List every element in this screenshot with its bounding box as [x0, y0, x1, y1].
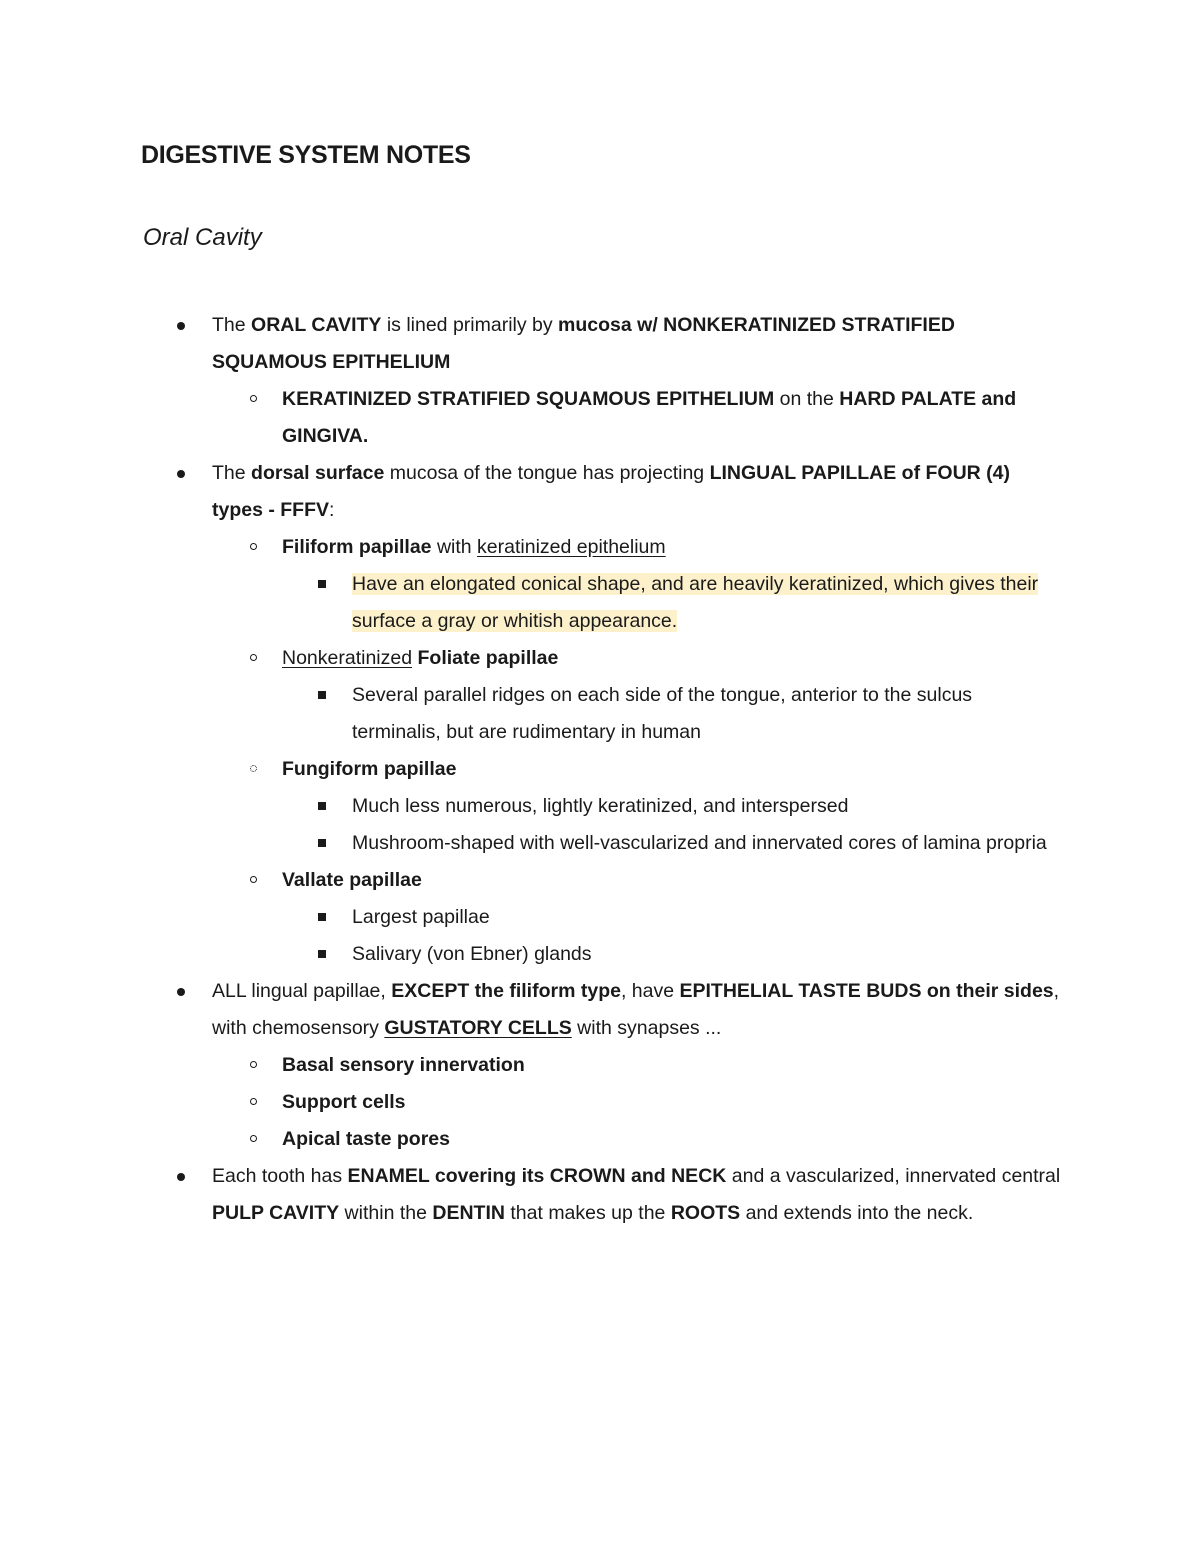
circle-bullet-icon	[250, 654, 257, 661]
highlighted-text: Have an elongated conical shape, and are heavily keratinized, which gives their surface a gray or whitish appearance.	[352, 573, 1039, 632]
list-item	[0, 973, 1200, 1158]
bullet-icon	[177, 322, 185, 330]
list-item	[282, 899, 1065, 936]
bold-text: Foliate papillae	[412, 647, 559, 669]
circle-bullet-icon	[250, 543, 257, 550]
section-heading: Oral Cavity	[143, 224, 262, 251]
bullet-icon	[177, 470, 185, 478]
list-item	[282, 566, 1065, 640]
text: Several parallel ridges on each side of the tongue, anterior to the sulcus terminalis, but are rudimentary in human	[352, 684, 973, 743]
text: , with chemosensory	[212, 980, 1060, 1039]
bold-text: Apical taste pores	[282, 1128, 450, 1150]
list-item	[212, 1047, 1065, 1084]
text: with	[431, 536, 478, 558]
bold-text: Basal sensory innervation	[282, 1054, 525, 1076]
bold-text: EPITHELIAL TASTE BUDS on their sides	[679, 980, 1054, 1002]
text: ALL lingual papillae,	[212, 980, 392, 1002]
text: on the	[774, 388, 840, 410]
bold-text: dorsal surface	[251, 462, 385, 484]
bullet-icon	[177, 988, 185, 996]
list-item	[282, 677, 1065, 751]
notes-list	[0, 307, 1200, 1232]
bold-text: Vallate papillae	[282, 869, 422, 891]
circle-bullet-icon	[250, 1098, 257, 1105]
bold-text: KERATINIZED STRATIFIED SQUAMOUS EPITHELIUM	[282, 388, 775, 410]
bold-text: mucosa w/ NONKERATINIZED STRATIFIED SQUAMOUS EPITHELIUM	[212, 314, 955, 373]
text: :	[329, 499, 335, 521]
bullet-icon	[177, 1173, 185, 1181]
square-bullet-icon	[318, 913, 326, 921]
square-bullet-icon	[318, 950, 326, 958]
list-item	[282, 788, 1065, 825]
square-bullet-icon	[318, 580, 326, 588]
square-bullet-icon	[318, 691, 326, 699]
square-bullet-icon	[318, 839, 326, 847]
bold-text: ENAMEL covering its CROWN and NECK	[347, 1165, 727, 1187]
bold-text: LINGUAL PAPILLAE of FOUR (4) types - FFFV	[212, 462, 1010, 521]
bold-text: Filiform papillae	[282, 536, 432, 558]
text: Salivary (von Ebner) glands	[352, 943, 592, 965]
list-item	[212, 381, 1065, 455]
circle-bullet-icon	[250, 1135, 257, 1142]
text: with synapses ...	[571, 1017, 722, 1039]
list-item	[212, 529, 1065, 640]
circle-bullet-icon	[250, 765, 257, 772]
bold-text: ROOTS	[670, 1202, 741, 1224]
list-item	[212, 751, 1065, 862]
bold-text: Fungiform papillae	[282, 758, 457, 780]
underlined-bold-text: GUSTATORY CELLS	[384, 1017, 572, 1039]
circle-bullet-icon	[250, 876, 257, 883]
bold-text: HARD PALATE and GINGIVA.	[282, 388, 1017, 447]
list-item	[282, 936, 1065, 973]
text: Each tooth has	[212, 1165, 348, 1187]
text: within the	[339, 1202, 433, 1224]
list-item	[212, 1121, 1065, 1158]
list-item	[0, 307, 1200, 455]
bold-text: PULP CAVITY	[212, 1202, 340, 1224]
list-item	[212, 640, 1065, 751]
circle-bullet-icon	[250, 395, 257, 402]
bold-text: EXCEPT the filiform type	[391, 980, 621, 1002]
list-item	[0, 1158, 1200, 1232]
list-item	[212, 1084, 1065, 1121]
bold-text: ORAL CAVITY	[251, 314, 382, 336]
text: Much less numerous, lightly keratinized, and interspersed	[352, 795, 849, 817]
text: is lined primarily by	[381, 314, 559, 336]
list-item	[212, 862, 1065, 973]
text: Mushroom-shaped with well-vascularized and innervated cores of lamina propria	[352, 832, 1047, 854]
bold-text: Support cells	[282, 1091, 406, 1113]
document-title: DIGESTIVE SYSTEM NOTES	[141, 141, 471, 169]
text: Largest papillae	[352, 906, 490, 928]
list-item	[282, 825, 1065, 862]
text: , have	[620, 980, 680, 1002]
list-item	[0, 455, 1200, 973]
text: that makes up the	[504, 1202, 671, 1224]
underlined-text: keratinized epithelium	[477, 536, 666, 558]
text: The	[212, 462, 252, 484]
square-bullet-icon	[318, 802, 326, 810]
text: The	[212, 314, 252, 336]
bold-text: DENTIN	[432, 1202, 505, 1224]
underlined-text: Nonkeratinized	[282, 647, 413, 669]
text: mucosa of the tongue has projecting	[384, 462, 710, 484]
text: and a vascularized, innervated central	[726, 1165, 1061, 1187]
circle-bullet-icon	[250, 1061, 257, 1068]
text: and extends into the neck.	[740, 1202, 974, 1224]
